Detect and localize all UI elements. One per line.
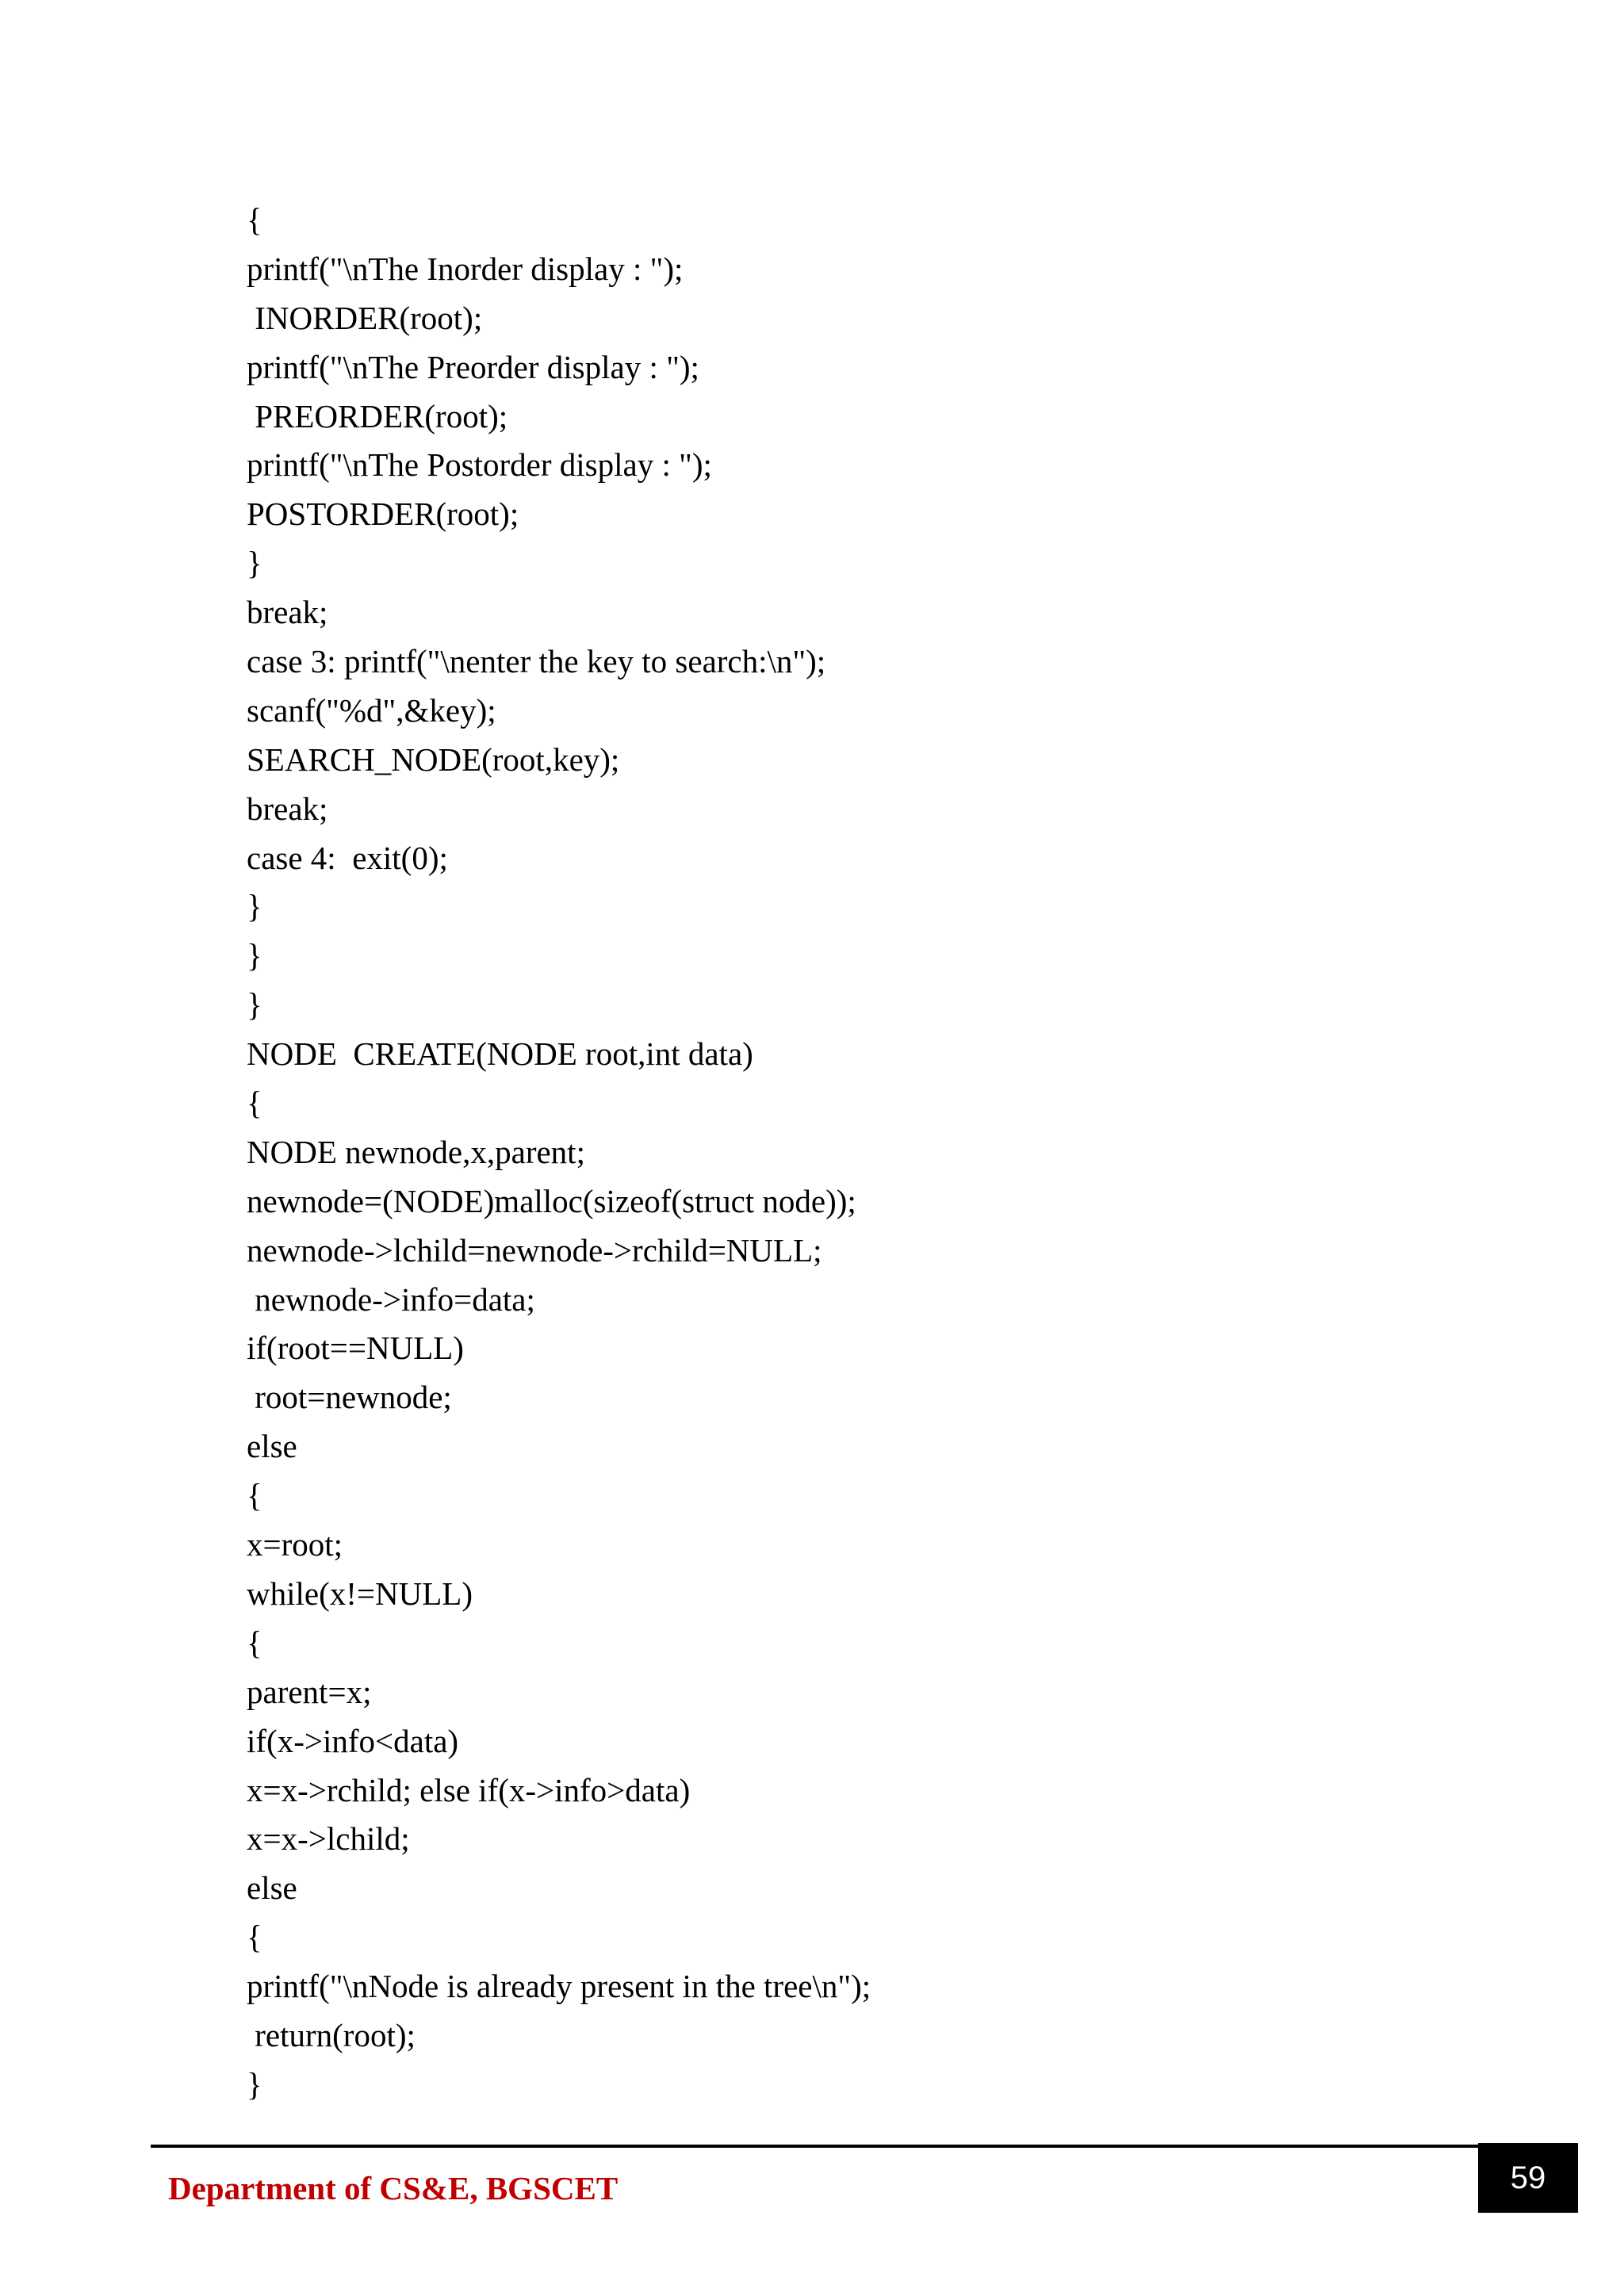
code-line: while(x!=NULL) bbox=[247, 1575, 473, 1612]
code-line: } bbox=[247, 2065, 262, 2103]
code-line: newnode=(NODE)malloc(sizeof(struct node)); bbox=[247, 1182, 856, 1219]
code-line: PREORDER(root); bbox=[247, 397, 508, 434]
code-line: break; bbox=[247, 790, 328, 827]
code-line: NODE newnode,x,parent; bbox=[247, 1133, 585, 1170]
code-line: x=root; bbox=[247, 1526, 343, 1563]
code-line: printf("\nNode is already present in the tree\n"); bbox=[247, 1968, 871, 2005]
code-line: case 4: exit(0); bbox=[247, 839, 448, 876]
code-line: printf("\nThe Postorder display : "); bbox=[247, 446, 712, 484]
code-line: case 3: printf("\nenter the key to search:\n"); bbox=[247, 643, 826, 680]
code-line: { bbox=[247, 1085, 262, 1122]
code-line: else bbox=[247, 1428, 297, 1465]
code-line: break; bbox=[247, 594, 328, 631]
code-line: } bbox=[247, 937, 262, 974]
code-line: } bbox=[247, 888, 262, 925]
code-line: parent=x; bbox=[247, 1673, 372, 1710]
code-line: SEARCH_NODE(root,key); bbox=[247, 740, 620, 778]
page-number: 59 bbox=[1510, 2160, 1546, 2195]
code-line: if(x->info<data) bbox=[247, 1722, 459, 1759]
code-line: { bbox=[247, 1624, 262, 1661]
code-line: scanf("%d",&key); bbox=[247, 691, 496, 729]
code-listing bbox=[247, 196, 1436, 2110]
code-line: x=x->lchild; bbox=[247, 1820, 410, 1858]
code-line: { bbox=[247, 201, 262, 238]
code-line: printf("\nThe Preorder display : "); bbox=[247, 348, 699, 385]
code-line: } bbox=[247, 545, 262, 582]
code-line: } bbox=[247, 986, 262, 1024]
code-line: x=x->rchild; else if(x->info>data) bbox=[247, 1771, 691, 1808]
code-line: { bbox=[247, 1477, 262, 1514]
code-line: POSTORDER(root); bbox=[247, 496, 519, 533]
footer-divider bbox=[151, 2145, 1578, 2148]
code-line: root=newnode; bbox=[247, 1379, 452, 1416]
code-line: else bbox=[247, 1869, 297, 1907]
code-line: return(root); bbox=[247, 2016, 416, 2053]
code-line: printf("\nThe Inorder display : "); bbox=[247, 250, 684, 287]
code-line: NODE CREATE(NODE root,int data) bbox=[247, 1035, 753, 1073]
code-line: newnode->info=data; bbox=[247, 1280, 535, 1318]
code-line: newnode->lchild=newnode->rchild=NULL; bbox=[247, 1231, 822, 1269]
code-line: if(root==NULL) bbox=[247, 1330, 464, 1367]
page-number-badge bbox=[1478, 2143, 1578, 2213]
code-line: INORDER(root); bbox=[247, 299, 483, 336]
code-line: { bbox=[247, 1919, 262, 1956]
footer-department: Department of CS&E, BGSCET bbox=[168, 2170, 619, 2206]
